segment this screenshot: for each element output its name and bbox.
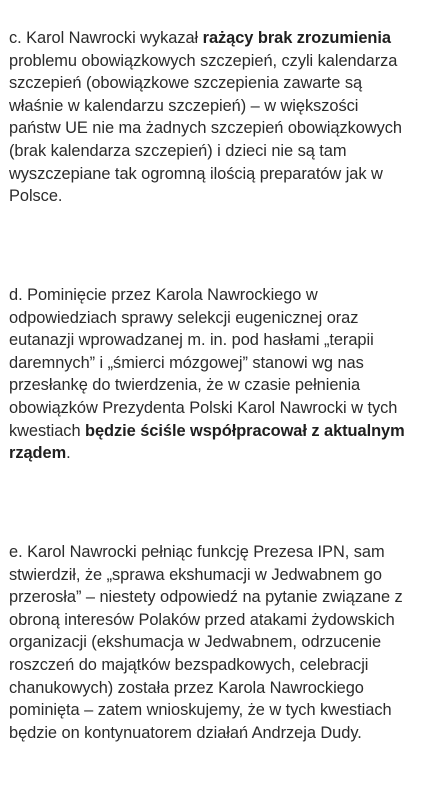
text-run: (brak kalendarza szczepień) i dzieci nie są tam	[9, 141, 347, 160]
text-line	[9, 397, 431, 420]
text-run: Polsce.	[9, 187, 63, 206]
text-line	[9, 374, 431, 397]
text-line	[9, 541, 431, 564]
text-run: przesłankę do twierdzenia, że w czasie pełnienia	[9, 376, 361, 395]
text-line	[9, 185, 431, 208]
text-line	[9, 140, 431, 163]
text-line	[9, 284, 431, 307]
text-line	[9, 27, 431, 50]
text-line	[9, 50, 431, 73]
text-run: właśnie w kalendarzu szczepień) – w większości	[9, 96, 359, 115]
text-run: d. Pominięcie przez Karola Nawrockiego w	[9, 286, 318, 304]
bold-text: rządem	[9, 444, 67, 463]
text-line	[9, 631, 431, 654]
text-run: będzie on kontynuatorem działań Andrzeja Dudy.	[9, 723, 362, 742]
text-run: wyszczepiane tak ogromną ilością preparatów jak w	[9, 164, 383, 183]
text-run: odpowiedziach sprawy selekcji eugenicznej oraz	[9, 308, 359, 327]
text-run: daremnych” i „śmierci mózgowej” stanowi wg nas	[9, 353, 364, 372]
bold-text: będzie ściśle współpracował z aktualnym	[85, 421, 405, 440]
text-run: problemu obowiązkowych szczepień, czyli kalendarza	[9, 51, 398, 70]
text-run: chanukowych) została przez Karola Nawrockiego	[9, 678, 364, 697]
text-line	[9, 72, 431, 95]
text-line	[9, 307, 431, 330]
text-line	[9, 117, 431, 140]
text-run: stwierdził, że „sprawa ekshumacji w Jedwabnem go	[9, 565, 382, 584]
text-run: c. Karol Nawrocki wykazał	[9, 29, 203, 47]
text-line	[9, 329, 431, 352]
text-line	[9, 95, 431, 118]
text-run: przerosła” – niestety odpowiedź na pytanie związane z	[9, 588, 403, 607]
text-run: eutanazji wprowadzanej m. in. pod hasłami „terapii	[9, 331, 374, 350]
text-run: obroną interesów Polaków przed atakami żydowskich	[9, 610, 395, 629]
text-line	[9, 654, 431, 677]
text-line	[9, 586, 431, 609]
text-line	[9, 677, 431, 700]
text-line	[9, 699, 431, 722]
paragraph-c	[9, 27, 431, 208]
text-run: organizacji (ekshumacja w Jedwabnem, odrzucenie	[9, 633, 382, 652]
text-run: kwestiach	[9, 421, 86, 440]
paragraph-e	[9, 541, 431, 744]
text-line	[9, 163, 431, 186]
text-line	[9, 722, 431, 745]
text-run: szczepień (obowiązkowe szczepienia zawarte są	[9, 74, 363, 93]
text-run: państw UE nie ma żadnych szczepień obowiązkowych	[9, 119, 402, 138]
text-line	[9, 352, 431, 375]
text-line	[9, 609, 431, 632]
bold-text: rażący brak zrozumienia	[202, 29, 391, 47]
text-run: .	[66, 444, 71, 463]
text-line	[9, 442, 431, 465]
text-run: roszczeń do majątków bezspadkowych, celebracji	[9, 655, 369, 674]
text-run: e. Karol Nawrocki pełniąc funkcję Prezesa IPN, sam	[9, 543, 385, 561]
text-run: pominięta – zatem wnioskujemy, że w tych kwestiach	[9, 701, 392, 720]
text-line	[9, 420, 431, 443]
text-line	[9, 564, 431, 587]
text-run: obowiązków Prezydenta Polski Karol Nawrocki w tych	[9, 398, 398, 417]
paragraph-d	[9, 284, 431, 465]
